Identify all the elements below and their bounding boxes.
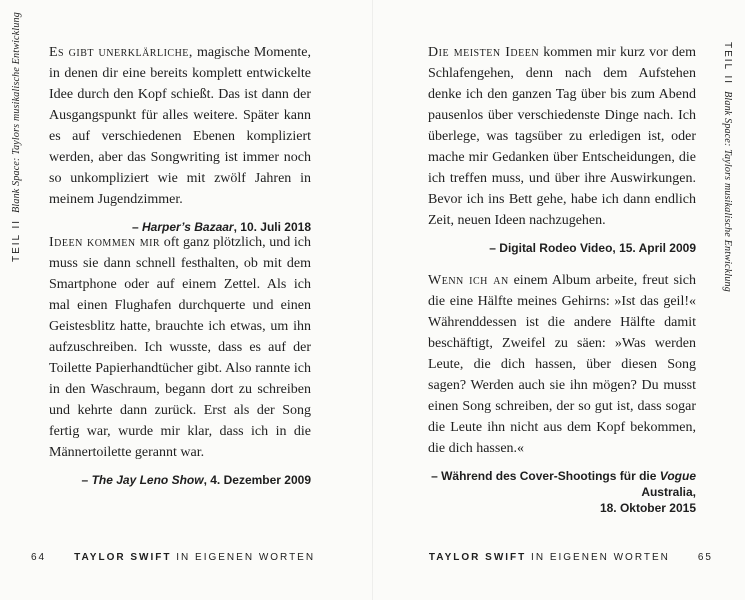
quote-body: kommen mir kurz vor dem Schlafengehen, denn nach dem Aufstehen denke ich den ganzen Tag über bis zum Abend pausenlos über verschiedenste Dinge nach. Ich überlege, was tagsüber zu erledigen ist, oder mache mir Gedanken über Entscheidungen, die ich treffen muss, und über ihre Auswirkungen. Bevor ich ins Bett gehe, habe ich dann endlich Zeit, neuen Ideen nachzugehen. <box>428 45 697 228</box>
running-head-part: TEIL II <box>722 42 733 86</box>
source-prefix: – <box>131 220 142 234</box>
quote-source <box>428 240 696 256</box>
quote-body: oft ganz plötzlich, und ich muss sie dann schnell festhalten, ob mit dem Smartphone oder auf einem Zettel. Als ich mal einen Flughafen durchquerte und einen Geistesblitz hatte, brauchte ich etwas, um ihn aufzuschreiben. Ich wusste, dass es auf der Toilette Papierhandtücher gibt. Also rannte ich in den Waschraum, begann dort zu schreiben und kehrte dann zurück. Erst als der Song fertig war, wurde mir klar, dass ich in die Männertoilette gerannt war. <box>49 235 311 460</box>
quote-source <box>49 472 311 488</box>
left-page <box>0 0 372 600</box>
quote-source <box>428 468 696 516</box>
right-footer <box>429 552 713 563</box>
page-number: 64 <box>31 552 47 563</box>
quote-block <box>428 42 696 256</box>
quote-lead: Wenn ich an <box>428 273 509 288</box>
quote-body: einem Album arbeite, freut sich die eine Hälfte meines Gehirns: »Ist das geil!« Währenddessen ist die andere Hälfte damit beschäftigt, Zweifel zu säen: »Was werden Leute, die dich hassen, über diesen Song sagen? Werden auch sie ihn mögen? Du musst einen Song schreiben, der so gut ist, dass sogar die Leute ihn nicht aus dem Kopf bekommen, die dich hassen.« <box>428 273 696 456</box>
right-running-head <box>722 42 733 292</box>
running-head-part: TEIL II <box>11 218 22 262</box>
source-prefix: – <box>81 473 92 487</box>
source-text: – Digital Rodeo Video, 15. April 2009 <box>489 241 696 255</box>
quote-text <box>49 232 311 463</box>
source-date: 18. Oktober 2015 <box>599 501 696 515</box>
quote-text <box>49 42 311 210</box>
source-date: , 10. Juli 2018 <box>233 220 311 234</box>
book-title-bold: TAYLOR SWIFT <box>428 552 527 563</box>
book-title-bold: TAYLOR SWIFT <box>74 552 172 563</box>
quote-text <box>428 270 696 459</box>
quote-lead: Ideen kommen mir <box>49 235 161 250</box>
quote-block <box>428 270 696 516</box>
quote-block <box>49 42 311 235</box>
right-page <box>372 0 745 600</box>
source-suffix: Australia, <box>641 485 696 499</box>
quote-body: magische Momente, in denen dir eine bereits komplett entwickelte Idee durch den Kopf schießt. Das ist dann der Ausgangspunkt für alles weitere. Später kann es auf verschiedenen Ebenen kompliziert werden, aber das Songwriting ist immer noch so unkompliziert wie mit zwölf Jahren in meinem Jugendzimmer. <box>49 45 312 207</box>
left-running-head <box>11 12 22 262</box>
quote-text <box>428 42 696 231</box>
source-publication: Vogue <box>659 469 696 483</box>
source-publication: Harper’s Bazaar <box>141 220 234 234</box>
quote-block <box>49 232 311 488</box>
book-title-rest: IN EIGENEN WORTEN <box>531 552 670 563</box>
quote-lead: Die meisten Ideen <box>428 45 540 60</box>
source-prefix: – Während des Cover-Shootings für die <box>431 469 660 483</box>
left-footer <box>31 552 315 563</box>
quote-lead: Es gibt unerklärliche, <box>49 45 193 60</box>
book-title-rest: IN EIGENEN WORTEN <box>176 552 316 563</box>
source-date: , 4. Dezember 2009 <box>203 473 311 487</box>
running-head-subtitle: Blank Space: Taylors musikalische Entwicklung <box>11 12 22 213</box>
source-publication: The Jay Leno Show <box>91 473 204 487</box>
running-head-subtitle: Blank Space: Taylors musikalische Entwicklung <box>722 91 733 292</box>
page-number: 65 <box>697 552 713 563</box>
